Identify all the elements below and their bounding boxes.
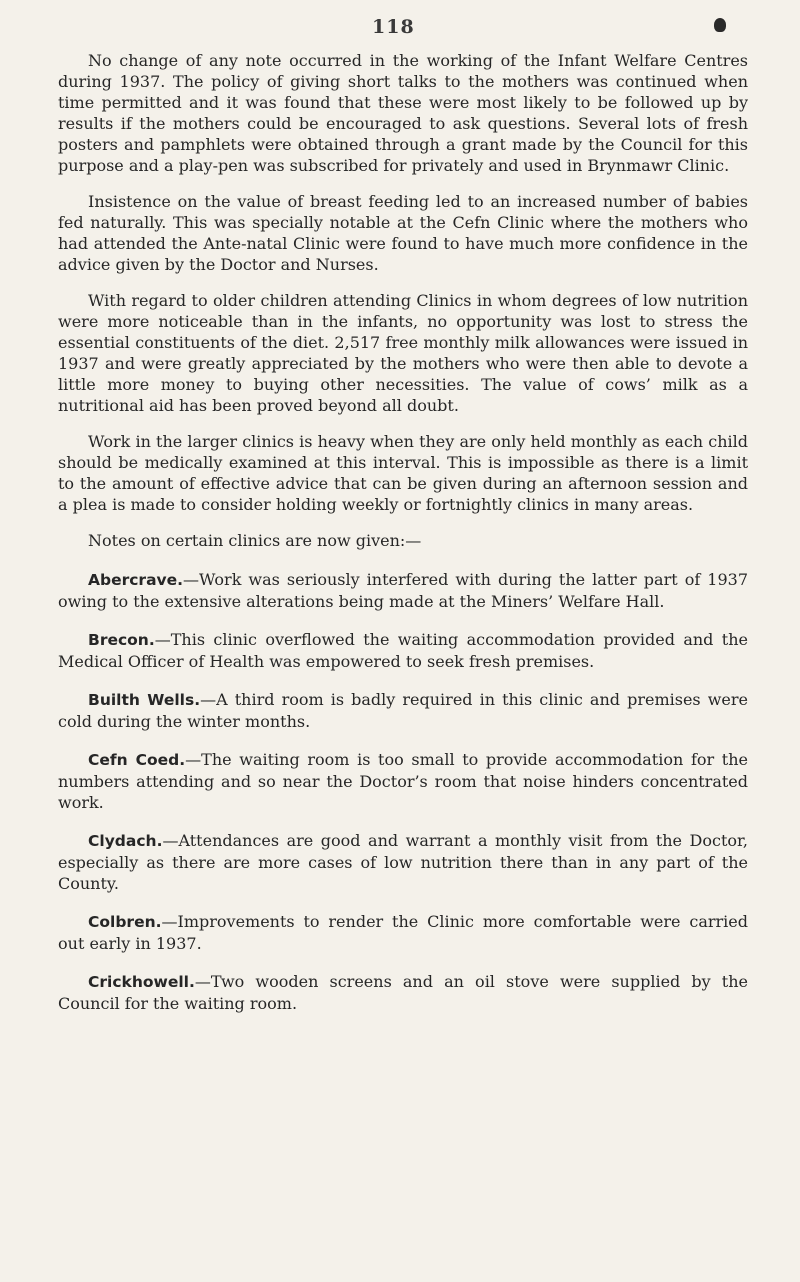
clinic-note-crickhowell (58, 971, 748, 1014)
clinic-note-clydach (58, 830, 748, 894)
clinic-name: Crickhowell. (88, 973, 195, 991)
clinic-note-builth-wells (58, 689, 748, 732)
clinic-note-text: —The waiting room is too small to provide accommodation for the numbers attending and so near the Doctor’s room that noise hinders concentrated work. (58, 750, 748, 812)
clinic-note-text: —Attendances are good and warrant a monthly visit from the Doctor, especially as there are more cases of low nutrition there than in any part of the County. (58, 831, 748, 893)
ink-mark (714, 18, 726, 32)
paragraph-infant-welfare: No change of any note occurred in the working of the Infant Welfare Centres during 1937. The policy of giving short talks to the mothers was continued when time permitted and it was found that these were most likely to be followed up by results if the mothers could be encouraged to ask questions. Several lots of fresh posters and pamphlets were obtained through a grant made by the Council for this purpose and a play-pen was subscribed for privately and used in Brynmawr Clinic. (58, 51, 748, 175)
clinic-note-text: —This clinic overflowed the waiting accommodation provided and the Medical Officer of Health was empowered to seek fresh premises. (58, 630, 748, 671)
clinic-note-abercrave (58, 569, 748, 612)
clinic-name: Abercrave. (88, 571, 184, 589)
paragraph-larger-clinics: Work in the larger clinics is heavy when they are only held monthly as each child should be medically examined at this interval. This is impossible as there is a limit to the amount of effective advice that can be given during an afternoon session and a plea is made to consider holding weekly or fortnightly clinics in many areas. (58, 432, 748, 514)
clinic-name: Clydach. (88, 832, 163, 850)
paragraph-breast-feeding: Insistence on the value of breast feeding led to an increased number of babies fed naturally. This was specially notable at the Cefn Clinic where the mothers who had attended the Ante-natal Clinic were found to have much more confidence in the advice given by the Doctor and Nurses. (58, 192, 748, 274)
clinic-name: Colbren. (88, 913, 162, 931)
clinic-note-brecon (58, 629, 748, 672)
clinic-note-cefn-coed (58, 749, 748, 813)
clinic-note-text: —A third room is badly required in this clinic and premises were cold during the winter months. (58, 690, 748, 731)
paragraph-older-children: With regard to older children attending Clinics in whom degrees of low nutrition were more noticeable than in the infants, no opportunity was lost to stress the essential constituents of the diet. 2,517 free monthly milk allowances were issued in 1937 and were greatly appreciated by the mothers who were then able to devote a little more money to buying other necessities. The value of cows’ milk as a nutritional aid has been proved beyond all doubt. (58, 291, 748, 415)
page-number: 118 (372, 16, 415, 38)
body-text (58, 50, 748, 1031)
clinic-name: Builth Wells. (88, 691, 201, 709)
clinic-name: Cefn Coed. (88, 751, 186, 769)
clinic-note-text: —Work was seriously interfered with during the latter part of 1937 owing to the extensive alterations being made at the Miners’ Welfare Hall. (58, 570, 748, 611)
clinic-name: Brecon. (88, 631, 155, 649)
notes-intro: Notes on certain clinics are now given:— (88, 531, 422, 550)
clinic-note-colbren (58, 911, 748, 954)
clinic-note-text: —Two wooden screens and an oil stove were supplied by the Council for the waiting room. (58, 972, 748, 1013)
clinic-note-text: —Improvements to render the Clinic more comfortable were carried out early in 1937. (58, 912, 748, 953)
